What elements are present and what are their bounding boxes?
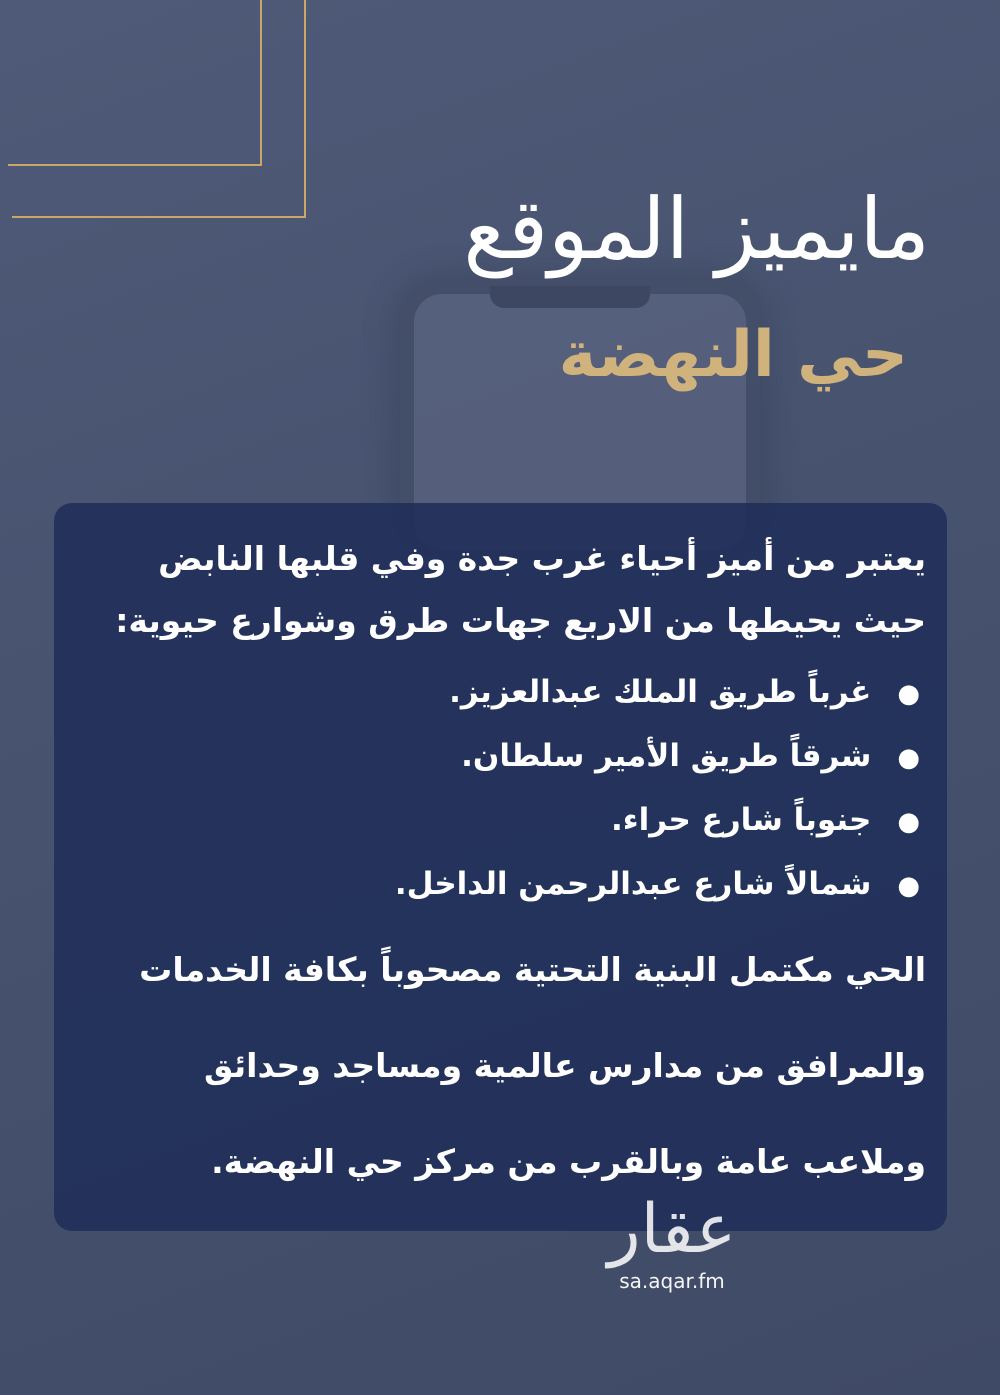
boundary-list <box>76 660 926 916</box>
district-name: حي النهضة <box>558 318 908 392</box>
intro-text: يعتبر من أميز أحياء غرب جدة وفي قلبها النابض حيث يحيطها من الاربع جهات طرق وشوارع حيوية: <box>115 539 926 640</box>
list-item <box>76 788 920 852</box>
phone-notch <box>490 286 650 308</box>
page-title: مايميز الموقع <box>463 180 930 278</box>
list-item-text: جنوباً شارع حراء. <box>610 802 872 838</box>
bullet-dot-icon: ● <box>897 807 920 837</box>
list-item-text: غرباً طريق الملك عبدالعزيز. <box>449 674 872 710</box>
info-content <box>76 528 926 1210</box>
list-item <box>76 660 920 724</box>
list-item <box>76 724 920 788</box>
list-item-text: شمالاً شارع عبدالرحمن الداخل. <box>394 866 872 902</box>
gold-frame-outer <box>12 0 306 218</box>
gold-frame-inner <box>8 0 262 166</box>
brand-url: sa.aqar.fm <box>619 1269 725 1293</box>
list-item-text: شرقاً طريق الأمير سلطان. <box>461 738 872 774</box>
aqar-logo: عقار <box>607 1190 737 1269</box>
services-paragraph: الحي مكتمل البنية التحتية مصحوباً بكافة الخدمات والمرافق من مدارس عالمية ومساجد وحدائق وملاعب عامة وبالقرب من مركز حي النهضة. <box>139 950 926 1181</box>
brand-watermark <box>592 1190 752 1292</box>
bullet-dot-icon: ● <box>897 679 920 709</box>
list-item <box>76 852 920 916</box>
bullet-dot-icon: ● <box>897 871 920 901</box>
bullet-dot-icon: ● <box>897 743 920 773</box>
